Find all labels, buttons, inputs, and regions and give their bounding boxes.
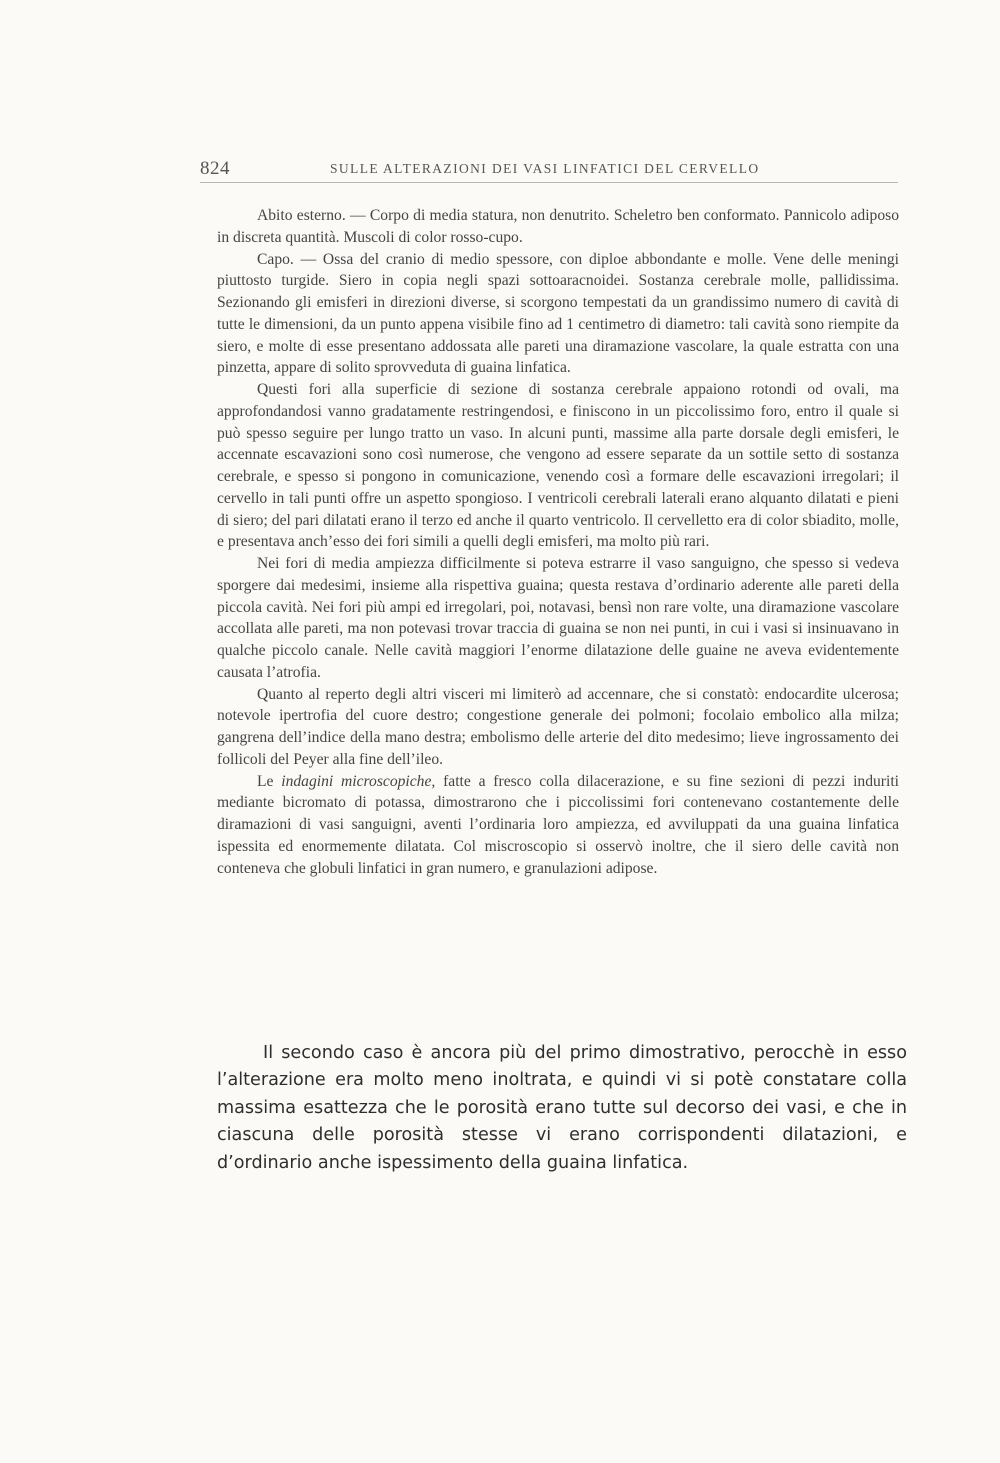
- paragraph-indagini-microscopiche: [217, 771, 899, 880]
- page-number: 824: [200, 158, 230, 179]
- paragraph-fori-superficie: Questi fori alla superficie di sezione di sostanza cerebrale appaiono rotondi od ovali, ma approfondandosi vanno gradatamente restringendosi, e finiscono in un piccolissimo foro, entro il quale si può spesso seguire per lungo tratto un vaso. In alcuni punti, massime alla parte dorsale degli emisferi, le accennate escavazioni sono così numerose, che vengono ad essere separate da un sottile setto di sostanza cerebrale, e spesso si pongono in comunicazione, venendo così a formare delle escavazioni irregolari; il cervello in tali punti offre un aspetto spongioso. I ventricoli cerebrali laterali erano alquanto dilatati e pieni di siero; del pari dilatati erano il terzo ed anche il quarto ventricolo. Il cervelletto era di color sbiadito, molle, e presentava anch’esso dei fori simili a quelli degli emisferi, ma molto più rari.: [217, 381, 899, 551]
- paragraph-secondo-caso: Il secondo caso è ancora più del primo dimostrativo, perocchè in esso l’alterazione era molto meno inoltrata, e quindi vi si potè constatare colla massima esattezza che le porosità erano tutte sul decorso dei vasi, e che in ciascuna delle porosità stesse vi erano corrispondenti dilatazioni, e d’ordinario anche ispessimento della guaina linfatica.: [217, 1043, 907, 1173]
- running-head: [200, 158, 898, 183]
- paragraph-continuation: fatte a fresco colla dilacerazione, e su fine sezioni di pezzi induriti mediante bicromato di potassa, dimostrarono che i piccolissimi fori contenevano costantemente delle diramazioni di vasi sanguigni, aventi l’ordinaria loro ampiezza, ed avviluppati da una guaina linfatica ispessita ed enormemente dilatata. Col miscroscopio si osservò inoltre, che il siero delle cavità non conteneva che globuli linfatici in gran numero, e granulazioni adipose.: [217, 772, 899, 877]
- running-title: SULLE ALTERAZIONI DEI VASI LINFATICI DEL CERVELLO: [330, 161, 760, 176]
- paragraph-altri-visceri: Quanto al reperto degli altri visceri mi limiterò ad accennare, che si constatò: endocardite ulcerosa; notevole ipertrofia del cuore destro; congestione generale dei polmoni; focolaio embolico alla milza; gangrena dell’indice della mano destra; embolismo delle arterie del dito medesimo; lieve ingrossamento dei follicoli del Peyer alla fine dell’ileo.: [217, 685, 899, 768]
- paragraph-lead-word: Le: [257, 772, 274, 790]
- italic-term: indagini microscopiche,: [281, 772, 436, 790]
- paragraph-capo: Capo. — Ossa del cranio di medio spessore, con diploe abbondante e molle. Vene delle meningi piuttosto turgide. Siero in copia negli spazi sottoaracnoidei. Sostanza cerebrale molle, pallidissima. Sezionando gli emisferi in direzioni diverse, si scorgono tempestati da un grandissimo numero di cavità di tutte le dimensioni, da un punto appena visibile fino ad 1 centimetro di diametro: tali cavità sono riempite da siero, e molte di esse presentano addossata alle pareti una diramazione vascolare, la quale estratta con una pinzetta, appare di solito sprovveduta di guaina linfatica.: [217, 250, 899, 377]
- paragraph-fori-media-ampiezza: Nei fori di media ampiezza difficilmente si poteva estrarre il vaso sanguigno, che spesso si vedeva sporgere dai medesimi, insieme alla rispettiva guaina; questa restava d’ordinario aderente alle pareti della piccola cavità. Nei fori più ampi ed irregolari, poi, notavasi, bensì non rare volte, una diramazione vascolare accollata alle pareti, ma non potevasi trovar traccia di guaina se non nei punti, in cui i vasi si insinuavano in qualche piccolo canale. Nelle cavità maggiori l’enorme dilatazione delle guaine ne aveva evidentemente causata l’atrofia.: [217, 555, 899, 681]
- second-case-block: [217, 1040, 907, 1177]
- paragraph-abito-esterno: Abito esterno. — Corpo di media statura, non denutrito. Scheletro ben conformato. Pannicolo adiposo in discreta quantità. Muscoli di color rosso-cupo.: [217, 207, 899, 246]
- main-text-block: [217, 205, 899, 879]
